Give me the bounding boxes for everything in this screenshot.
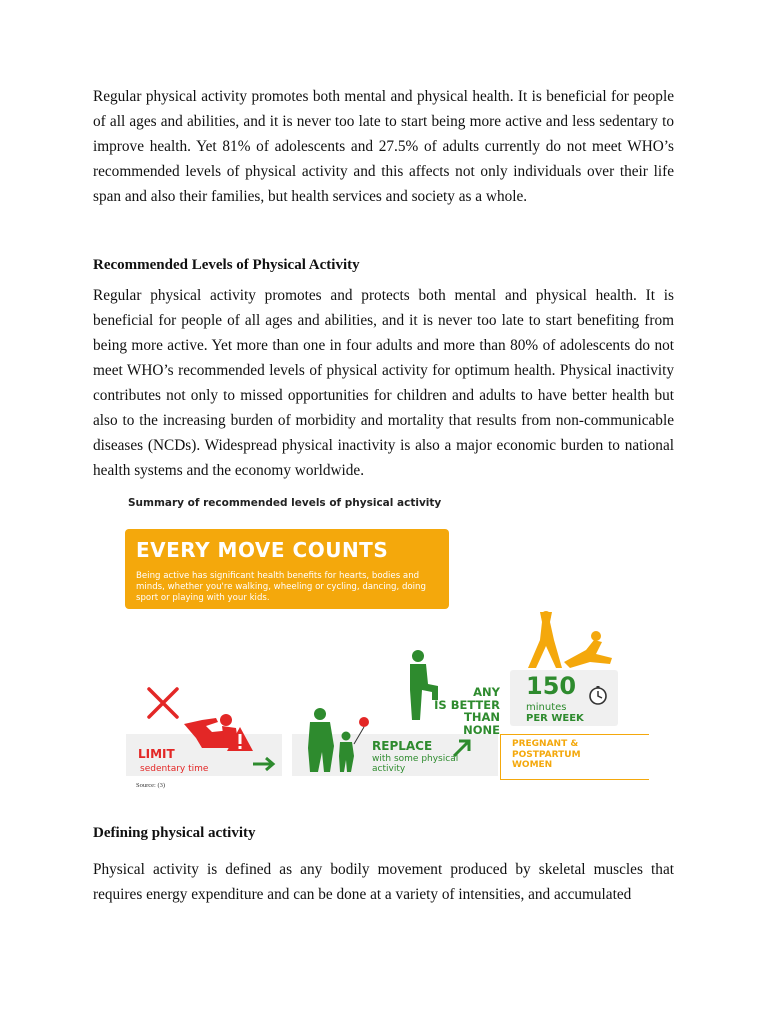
recommended-levels-paragraph: Regular physical activity promotes and protects both mental and physical health. It is beneficial for people of all ages and abilities, and it is never too late to start benefiting from being more active. Yet more than one in four adults and more than 80% of adolescents do not meet WHO’s recommended levels of physical activity for optimum health. Physical inactivity contributes not only to missed opportunities for children and adults to have better health but also to the increasing burden of morbidity and mortality that results from non-communicable diseases (NCDs). Widespread physical inactivity is also a major economic burden to national health systems and the economy worldwide. [93, 287, 674, 479]
banner-title: EVERY MOVE COUNTS [136, 538, 389, 562]
arrow-up-right-icon [452, 738, 472, 758]
limit-subtitle: sedentary time [140, 764, 209, 774]
per-week-label: PER WEEK [526, 713, 584, 724]
replace-subtitle: with some physical activity [372, 754, 459, 774]
pregnant-women-text [512, 739, 581, 771]
pregnant-line-1: PREGNANT & [512, 739, 579, 749]
minutes-label-block [526, 702, 584, 724]
exercise-figures-icon [524, 610, 614, 672]
cross-icon [146, 686, 180, 720]
any-line-2: IS BETTER [434, 697, 500, 712]
section-heading-defining: Defining physical activity [93, 825, 256, 841]
intro-paragraph: Regular physical activity promotes both mental and physical health. It is beneficial for people of all ages and abilities, and it is never too late to start being more active and less sedentary to improve health. Yet 81% of adolescents and 27.5% of adults currently do not meet WHO’s recommended levels of physical activity and this affects not only individuals over their life span and also their families, but health services and society as a whole. [93, 88, 674, 205]
walking-family-icon [296, 708, 370, 774]
limit-title: LIMIT [138, 747, 175, 761]
clock-icon [588, 686, 608, 706]
arrow-right-icon [252, 756, 278, 772]
warning-icon [226, 726, 254, 752]
every-move-counts-banner [125, 529, 449, 609]
activity-infographic [124, 494, 652, 792]
any-line-3: THAN NONE [463, 710, 500, 737]
minutes-label: minutes [526, 702, 567, 713]
any-is-better-text [424, 686, 500, 736]
figure-source: Source: (3) [136, 782, 166, 789]
any-line-1: ANY [473, 685, 500, 699]
pregnant-line-2: POSTPARTUM [512, 749, 581, 760]
pregnant-line-3: WOMEN [512, 760, 553, 770]
banner-text: Being active has significant health benefits for hearts, bodies and minds, whether you're walking, wheeling or cycling, dancing, doing sport or playing with your kids. [136, 571, 426, 603]
minutes-number: 150 [526, 672, 577, 700]
section-heading-recommended-levels: Recommended Levels of Physical Activity [93, 257, 360, 273]
infographic-title: Summary of recommended levels of physical activity [128, 497, 442, 509]
replace-title: REPLACE [372, 739, 433, 753]
defining-paragraph: Physical activity is defined as any bodily movement produced by skeletal muscles that requires energy expenditure and can be done at a variety of intensities, and accumulated [93, 861, 674, 903]
